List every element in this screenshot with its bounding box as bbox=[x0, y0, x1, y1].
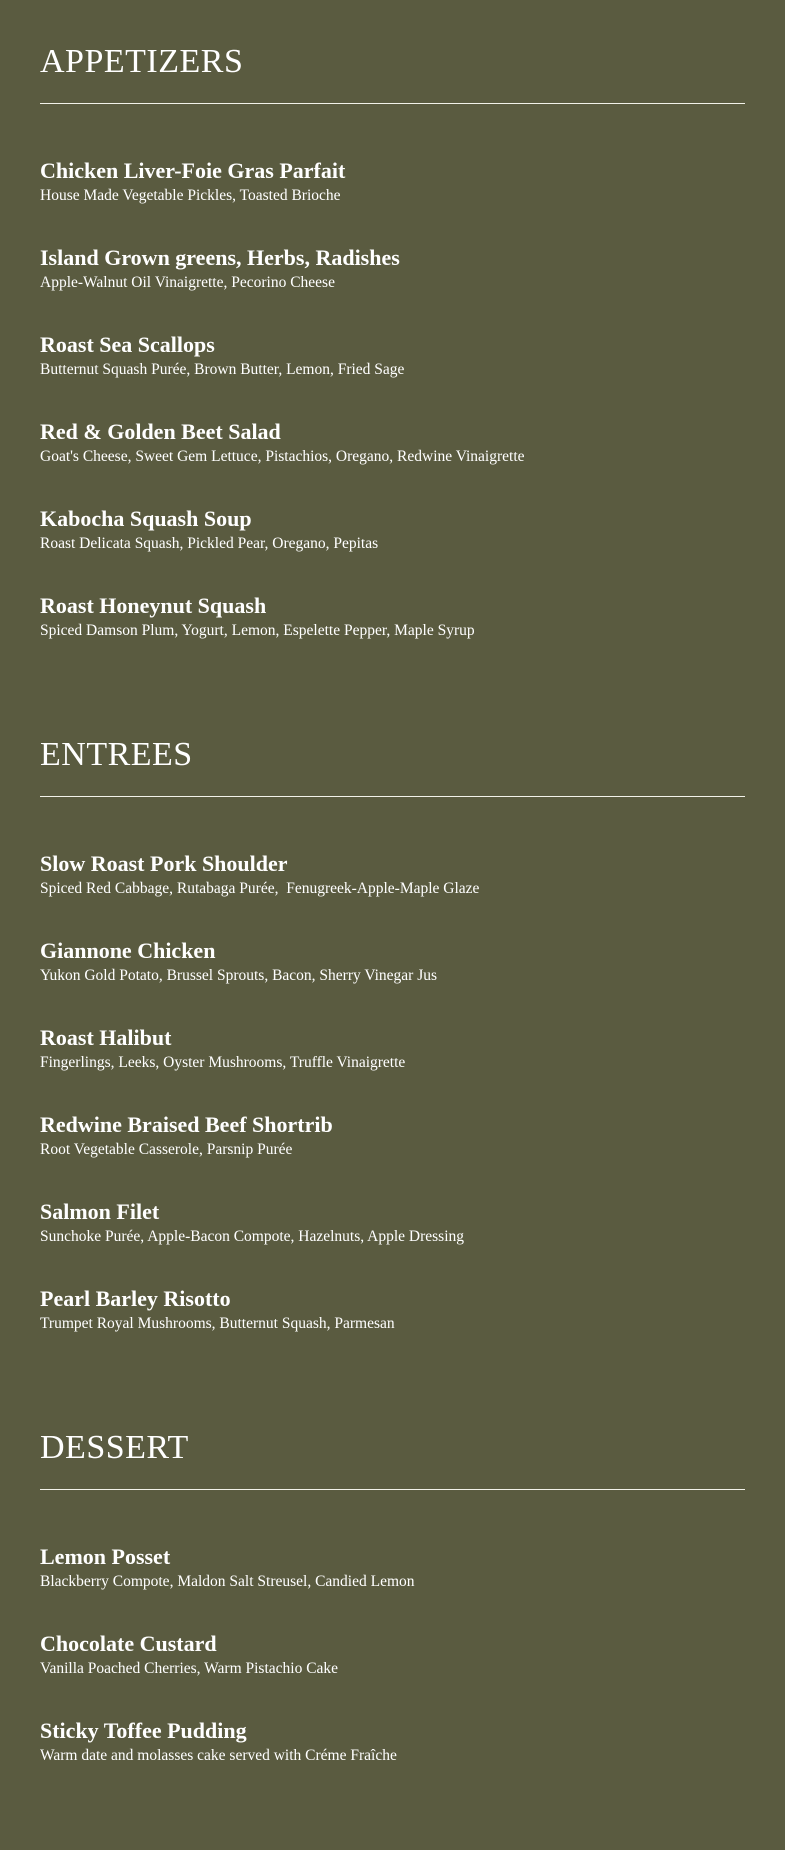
item-description: Fingerlings, Leeks, Oyster Mushrooms, Truffle Vinaigrette bbox=[40, 1054, 406, 1071]
item-description: Sunchoke Purée, Apple-Bacon Compote, Hazelnuts, Apple Dressing bbox=[40, 1228, 465, 1245]
item-name: Roast Sea Scallops bbox=[40, 332, 215, 357]
menu-item bbox=[40, 850, 479, 900]
menu-item bbox=[40, 937, 437, 987]
menu-item bbox=[40, 1111, 333, 1161]
item-description: Goat's Cheese, Sweet Gem Lettuce, Pistachios, Oregano, Redwine Vinaigrette bbox=[40, 448, 525, 465]
item-name: Giannone Chicken bbox=[40, 938, 216, 963]
item-name: Red & Golden Beet Salad bbox=[40, 419, 281, 444]
item-name: Sticky Toffee Pudding bbox=[40, 1718, 247, 1743]
item-name: Slow Roast Pork Shoulder bbox=[40, 851, 288, 876]
item-description: Spiced Damson Plum, Yogurt, Lemon, Espelette Pepper, Maple Syrup bbox=[40, 622, 475, 639]
section-title: DESSERT bbox=[40, 1429, 189, 1466]
item-name: Pearl Barley Risotto bbox=[40, 1286, 231, 1311]
section-title: APPETIZERS bbox=[40, 43, 244, 80]
item-description: Spiced Red Cabbage, Rutabaga Purée, Fenugreek-Apple-Maple Glaze bbox=[40, 880, 480, 897]
item-name: Kabocha Squash Soup bbox=[40, 506, 252, 531]
menu-item bbox=[40, 157, 345, 207]
item-description: Butternut Squash Purée, Brown Butter, Lemon, Fried Sage bbox=[40, 361, 405, 378]
section-title: ENTREES bbox=[40, 736, 193, 773]
menu-item bbox=[40, 505, 378, 555]
item-name: Chocolate Custard bbox=[40, 1631, 217, 1656]
section-divider bbox=[40, 1489, 745, 1490]
item-description: Root Vegetable Casserole, Parsnip Purée bbox=[40, 1141, 293, 1158]
menu-item bbox=[40, 1630, 338, 1680]
item-description: Yukon Gold Potato, Brussel Sprouts, Bacon, Sherry Vinegar Jus bbox=[40, 967, 438, 984]
item-name: Lemon Posset bbox=[40, 1544, 171, 1569]
menu-item bbox=[40, 244, 400, 294]
menu-item bbox=[40, 1198, 464, 1248]
item-description: Blackberry Compote, Maldon Salt Streusel, Candied Lemon bbox=[40, 1573, 415, 1590]
section-divider bbox=[40, 796, 745, 797]
menu-item bbox=[40, 1543, 415, 1593]
item-description: House Made Vegetable Pickles, Toasted Brioche bbox=[40, 187, 341, 204]
item-name: Chicken Liver-Foie Gras Parfait bbox=[40, 158, 346, 183]
menu-item bbox=[40, 1285, 395, 1335]
item-name: Island Grown greens, Herbs, Radishes bbox=[40, 245, 400, 270]
item-description: Apple-Walnut Oil Vinaigrette, Pecorino Cheese bbox=[40, 274, 335, 291]
item-description: Vanilla Poached Cherries, Warm Pistachio Cake bbox=[40, 1660, 339, 1677]
menu-item bbox=[40, 592, 475, 642]
item-name: Roast Halibut bbox=[40, 1025, 172, 1050]
item-name: Roast Honeynut Squash bbox=[40, 593, 267, 618]
item-name: Redwine Braised Beef Shortrib bbox=[40, 1112, 333, 1137]
item-description: Warm date and molasses cake served with Créme Fraîche bbox=[40, 1747, 397, 1764]
item-name: Salmon Filet bbox=[40, 1199, 160, 1224]
menu-item bbox=[40, 418, 525, 468]
item-description: Trumpet Royal Mushrooms, Butternut Squash, Parmesan bbox=[40, 1315, 395, 1332]
item-description: Roast Delicata Squash, Pickled Pear, Oregano, Pepitas bbox=[40, 535, 379, 552]
menu-item bbox=[40, 1024, 405, 1074]
menu-item bbox=[40, 1717, 397, 1767]
section-divider bbox=[40, 103, 745, 104]
menu-item bbox=[40, 331, 404, 381]
